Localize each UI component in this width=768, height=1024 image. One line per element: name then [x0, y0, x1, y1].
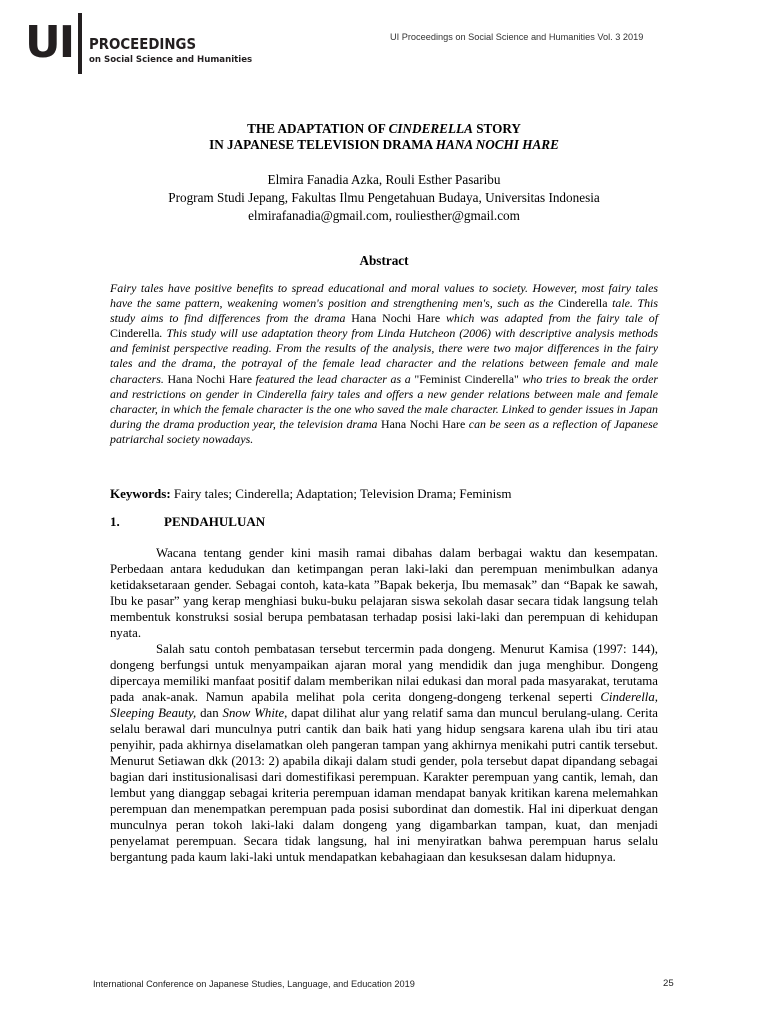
- abstract-upright-term: Hana Nochi Hare: [381, 416, 466, 431]
- keywords-list: Fairy tales; Cinderella; Adaptation; Television Drama; Feminism: [170, 486, 512, 501]
- body-segment: Salah satu contoh pembatasan tersebut tercermin pada dongeng. Menurut Kamisa (1997: 144), dongeng berfungsi untuk menyampaikan ajaran moral yang mendidik dan juga menghibur. Dongeng dipercaya memiliki manfaat positif dalam memberikan nilai edukasi dan moral pada masyarakat, terutama pada anak-anak. Namun apabila melihat pola cerita dongeng-dongeng terkenal seperti: [110, 642, 658, 704]
- abstract-upright-term: "Feminist Cinderella": [414, 371, 519, 386]
- logo-mark: UI: [25, 17, 74, 68]
- page-number: 25: [663, 978, 674, 989]
- running-head: UI Proceedings on Social Science and Humanities Vol. 3 2019: [390, 32, 644, 42]
- title-line1-c: STORY: [472, 121, 521, 136]
- abstract-heading: Abstract: [359, 253, 409, 268]
- footer-conference: International Conference on Japanese Studies, Language, and Education 2019: [93, 979, 415, 989]
- abstract-upright-term: Cinderella: [557, 296, 608, 311]
- abstract-upright-term: Hana Nochi Hare: [167, 371, 252, 386]
- logo-subtitle: on Social Science and Humanities: [89, 55, 253, 65]
- abstract-upright-term: Cinderella: [110, 326, 160, 341]
- author-emails: elmirafanadia@gmail.com, rouliesther@gmail.com: [248, 208, 520, 223]
- abstract-segment: who tries to break the order and restrictions on gender in Cinderella fairy tales and offers a new gender relations between male and female character, in which the female character is the one who saved the male character. Linked to gender issues in Japan during the drama production year, the television drama: [110, 371, 658, 431]
- abstract-segment: tale. This study aims to find differences from the drama: [110, 296, 658, 326]
- author-affiliation: Program Studi Jepang, Fakultas Ilmu Pengetahuan Budaya, Universitas Indonesia: [168, 190, 600, 205]
- logo-divider: [78, 13, 82, 74]
- abstract-upright-term: Hana Nochi Hare: [351, 311, 441, 326]
- section-heading: [110, 514, 410, 530]
- paper-title: [100, 121, 668, 153]
- abstract-segment: can be seen as a reflection of Japanese patriarchal society nowadays.: [110, 416, 658, 446]
- author-names: Elmira Fanadia Azka, Rouli Esther Pasaribu: [267, 172, 501, 187]
- author-block: [100, 171, 668, 225]
- keywords-line: [110, 486, 670, 502]
- title-line2-a: IN JAPANESE TELEVISION DRAMA: [209, 137, 436, 152]
- body-text: [110, 545, 658, 865]
- title-cinderella: CINDERELLA: [388, 121, 473, 136]
- section-title: PENDAHULUAN: [164, 514, 266, 529]
- section-number: 1.: [110, 514, 120, 529]
- logo-title: PROCEEDINGS: [89, 35, 197, 53]
- title-line1-a: THE ADAPTATION OF: [247, 121, 389, 136]
- body-italic-title: Snow White: [222, 706, 285, 720]
- body-segment: dan: [196, 706, 223, 720]
- body-italic-titles: Cinderella, Sleeping Beauty,: [110, 690, 658, 720]
- abstract-segment: Fairy tales have positive benefits to spread educational and moral values to society. However, most fairy tales have the same pattern, weakening women's position and strengthening men's, such as the: [110, 281, 658, 311]
- abstract-segment: which was adapted from the fairy tale of: [440, 311, 658, 326]
- body-segment: , dapat dilihat alur yang relatif sama dan muncul berulang-ulang. Cerita selalu berawal dari munculnya putri cantik dan baik hati yang hidup sengsara karena ulah ibu tiri atau penyihir, pada akhirnya diselamatkan oleh pangeran tampan yang akhirnya menikahi putri cantik tersebut. Menurut Setiawan dkk (2013: 2) apabila dikaji dalam studi gender, pola tersebut dapat dipandang sebagai bagian dari institusionalisasi dari domestifikasi perempuan. Karakter perempuan yang cantik, lemah, dan lembut yang dianggap sebagai kriteria perempuan idaman mendapat banyak kritikan karena melemahkan perempuan dan menempatkan perempuan pada posisi subordinat dan domestik. Hal ini diperkuat dengan munculnya peran tokoh laki-laki dalam dongeng yang digambarkan tampan, kuat, dan menjadi penyelamat perempuan. Secara tidak langsung, hal ini menyiratkan bahwa perempuan harus selalu bergantung pada kaum laki-laki untuk mendapatkan kebahagiaan dan kesuksesan dalam hidupnya.: [110, 706, 658, 864]
- title-drama-name: HANA NOCHI HARE: [435, 137, 559, 152]
- abstract-segment: featured the lead character as a: [251, 371, 415, 386]
- abstract-segment: . This study will use adaptation theory from Linda Hutcheon (2006) with descriptive analysis methods and feminist perspective reading. From the results of the analysis, there were two major differences in the fairy tales and the drama, the potrayal of the female lead character and the relations between female and male characters.: [110, 326, 658, 386]
- body-paragraph-1: Wacana tentang gender kini masih ramai dibahas dalam berbagai waktu dan kesempatan. Perbedaan antara kedudukan dan ketimpangan peran laki-laki dan perempuan menimbulkan adanya ketidaksetaraan gender. Sebagai contoh, kata-kata ”Bapak bekerja, Ibu memasak” dan “Bapak ke sawah, Ibu ke pasar” yang kerap menghiasi buku-buku pelajaran siswa sekolah dasar secara tidak langsung telah membentuk konstruksi sosial berupa pembatasan terhadap posisi laki-laki dan perempuan di kehidupan nyata.: [110, 546, 658, 640]
- body-paragraph-2: [110, 641, 658, 865]
- keywords-label: Keywords:: [110, 486, 171, 501]
- abstract-text: [110, 281, 658, 447]
- journal-logo: [25, 13, 253, 75]
